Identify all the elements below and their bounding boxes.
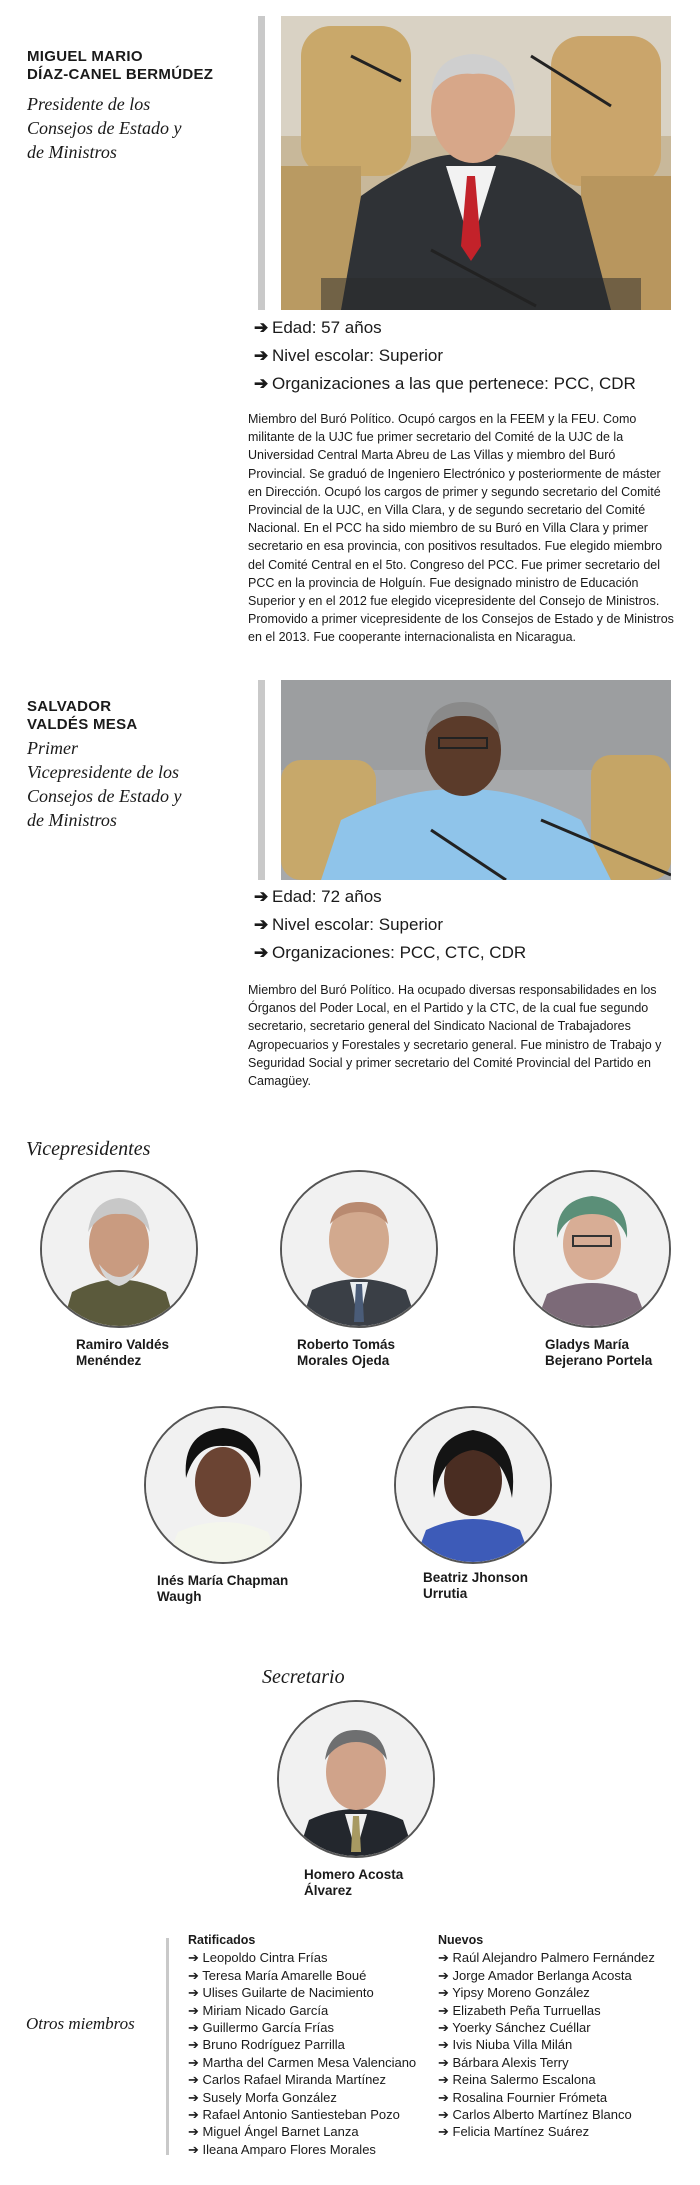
member-name: Rosalina Fournier Frómeta [452, 2089, 608, 2105]
member-name: Carlos Rafael Miranda Martínez [202, 2072, 387, 2088]
vp-portrait-3 [513, 1170, 671, 1328]
vp-name-line: Roberto Tomás [297, 1337, 396, 1352]
fact-text: Nivel escolar: Superior [272, 346, 444, 365]
member-name: Miguel Ángel Barnet Lanza [202, 2124, 359, 2140]
member-name: Teresa María Amarelle Boué [202, 1967, 367, 1983]
leader2-fact [254, 911, 526, 939]
leader2-photo [281, 680, 671, 880]
secretario-name-line: Homero Acosta [304, 1867, 404, 1882]
member-name: Martha del Carmen Mesa Valenciano [202, 2054, 417, 2070]
list-item [188, 2106, 416, 2123]
otros-divider [166, 1938, 169, 2155]
list-item [188, 2036, 416, 2053]
vp-portrait-4 [144, 1406, 302, 1564]
leader2-role-line: de Ministros [27, 810, 117, 830]
member-name: Ileana Amparo Flores Morales [202, 2141, 376, 2157]
list-item [188, 1967, 416, 1984]
vp-portrait-1 [40, 1170, 198, 1328]
vp-portrait-5 [394, 1406, 552, 1564]
vp-name-line: Waugh [157, 1589, 202, 1604]
leader1-fact [254, 314, 636, 342]
nuevos-header: Nuevos [438, 1933, 484, 1947]
vp-name-line: Ramiro Valdés [76, 1337, 170, 1352]
leader2-role-line: Consejos de Estado y [27, 786, 182, 806]
fact-text: Nivel escolar: Superior [272, 915, 444, 934]
arrow-right-icon: ➔ [188, 2072, 203, 2088]
arrow-right-icon: ➔ [254, 915, 269, 934]
arrow-right-icon: ➔ [438, 2054, 453, 2070]
member-name: Bárbara Alexis Terry [452, 2054, 569, 2070]
arrow-right-icon: ➔ [188, 1967, 203, 1983]
fact-text: Edad: 57 años [272, 318, 382, 337]
fact-text: Edad: 72 años [272, 887, 382, 906]
arrow-right-icon: ➔ [438, 2037, 453, 2053]
arrow-right-icon: ➔ [188, 2107, 203, 2123]
leader2-role [27, 736, 182, 832]
vp-name-2 [297, 1337, 395, 1369]
list-item [438, 2019, 655, 2036]
member-name: Susely Morfa González [202, 2089, 337, 2105]
nuevos-list [438, 1932, 655, 2141]
vp-name-line: Menéndez [76, 1353, 142, 1368]
arrow-right-icon: ➔ [254, 887, 269, 906]
list-item [438, 2089, 655, 2106]
leader2-name-line1: SALVADOR [27, 698, 112, 715]
member-name: Miriam Nicado García [202, 2002, 329, 2018]
arrow-right-icon: ➔ [188, 2002, 203, 2018]
member-name: Guillermo García Frías [202, 2020, 334, 2036]
list-item [188, 2002, 416, 2019]
vp-name-1 [76, 1337, 169, 1369]
arrow-right-icon: ➔ [254, 943, 269, 962]
list-item [438, 1984, 655, 2001]
arrow-right-icon: ➔ [438, 2002, 453, 2018]
arrow-right-icon: ➔ [438, 2020, 453, 2036]
arrow-right-icon: ➔ [254, 318, 269, 337]
list-item [438, 2036, 655, 2053]
arrow-right-icon: ➔ [438, 1950, 453, 1966]
leader2-fact [254, 883, 526, 911]
arrow-right-icon: ➔ [188, 1950, 203, 1966]
vp-portrait-2 [280, 1170, 438, 1328]
vicepresidentes-heading: Vicepresidentes [26, 1138, 151, 1160]
vp-name-line: Morales Ojeda [297, 1353, 390, 1368]
leader1-role-line: de Ministros [27, 142, 117, 162]
ratificados-header: Ratificados [188, 1933, 256, 1947]
secretario-heading: Secretario [262, 1666, 345, 1688]
member-name: Carlos Alberto Martínez Blanco [452, 2107, 632, 2123]
secretario-portrait [277, 1700, 435, 1858]
vp-name-3 [545, 1337, 652, 1369]
member-name: Leopoldo Cintra Frías [202, 1950, 328, 1966]
list-item [188, 2141, 416, 2158]
leader1-name-line2: DÍAZ-CANEL BERMÚDEZ [27, 66, 214, 83]
list-item [188, 1949, 416, 1966]
leader1-role [27, 92, 182, 164]
arrow-right-icon: ➔ [188, 1985, 203, 2001]
list-item [438, 2054, 655, 2071]
leader2-role-line: Vicepresidente de los [27, 762, 179, 782]
member-name: Yoerky Sánchez Cuéllar [452, 2020, 591, 2036]
list-item [438, 2002, 655, 2019]
fact-text: Organizaciones: PCC, CTC, CDR [272, 943, 527, 962]
arrow-right-icon: ➔ [438, 2107, 453, 2123]
arrow-right-icon: ➔ [254, 346, 269, 365]
leader2-name [27, 698, 138, 734]
arrow-right-icon: ➔ [254, 374, 269, 393]
member-name: Felicia Martínez Suárez [452, 2124, 590, 2140]
vp-name-line: Gladys María [545, 1337, 630, 1352]
secretario-name [304, 1867, 403, 1899]
arrow-right-icon: ➔ [438, 1985, 453, 2001]
list-item [188, 2054, 416, 2071]
leader1-role-line: Presidente de los [27, 94, 151, 114]
vp-name-line: Bejerano Portela [545, 1353, 653, 1368]
vp-name-5 [423, 1570, 528, 1602]
arrow-right-icon: ➔ [188, 2054, 203, 2070]
list-item [188, 2123, 416, 2140]
fact-text: Organizaciones a las que pertenece: PCC, CDR [272, 374, 636, 393]
secretario-name-line: Álvarez [304, 1883, 353, 1898]
leader1-name-line1: MIGUEL MARIO [27, 48, 143, 65]
list-item [438, 2071, 655, 2088]
leader1-facts [254, 314, 636, 398]
leader2-role-line: Primer [27, 738, 78, 758]
leader2-name-line2: VALDÉS MESA [27, 716, 138, 733]
member-name: Bruno Rodríguez Parrilla [202, 2037, 345, 2053]
arrow-right-icon: ➔ [188, 2037, 203, 2053]
arrow-right-icon: ➔ [188, 2141, 203, 2157]
vp-name-line: Inés María Chapman [157, 1573, 289, 1588]
member-name: Rafael Antonio Santiesteban Pozo [202, 2107, 400, 2123]
list-item [438, 1967, 655, 1984]
otros-heading: Otros miembros [26, 2014, 135, 2033]
leader2-fact [254, 939, 526, 967]
list-item [438, 2123, 655, 2140]
member-name: Raúl Alejandro Palmero Fernández [452, 1950, 655, 1966]
member-name: Ivis Niuba Villa Milán [452, 2037, 573, 2053]
list-item [438, 2106, 655, 2123]
member-name: Yipsy Moreno González [452, 1985, 590, 2001]
arrow-right-icon: ➔ [188, 2089, 203, 2105]
arrow-right-icon: ➔ [188, 2020, 203, 2036]
arrow-right-icon: ➔ [438, 2089, 453, 2105]
member-name: Jorge Amador Berlanga Acosta [452, 1967, 632, 1983]
arrow-right-icon: ➔ [438, 2124, 453, 2140]
list-item [188, 1984, 416, 2001]
list-item [438, 1949, 655, 1966]
arrow-right-icon: ➔ [438, 2072, 453, 2088]
leader1-fact [254, 342, 636, 370]
leader2-divider [258, 680, 265, 880]
list-item [188, 2019, 416, 2036]
leader1-bio: Miembro del Buró Político. Ocupó cargos en la FEEM y la FEU. Como militante de la UJC fue primer secretario del Comité de la UJC de la Universidad Central Marta Abreu de Las Villas y miembro del Buró Provincial. Se graduó de Ingeniero Electrónico y posteriormente de máster en Dirección. Ocupó los cargos de primer y segundo secretario del Comité Provincial de la UJC, en Villa Clara, y de segundo secretario del Comité Nacional. En el PCC ha sido miembro de su Buró en Villa Clara y primer secretario en esa provincia, con positivos resultados. Fue elegido miembro del Comité Central en el 5to. Congreso del PCC. Fue primer secretario del PCC en la provincia de Holguín. Fue designado ministro de Educación Superior y en el 2012 fue elegido vicepresidente del Consejo de Ministros. Promovido a primer vicepresidente de los Consejos de Estado y de Ministros en el 2013. Fue cooperante internacionalista en Nicaragua. [248, 412, 674, 645]
arrow-right-icon: ➔ [188, 2124, 203, 2140]
member-name: Elizabeth Peña Turruellas [452, 2002, 601, 2018]
vp-name-line: Beatriz Jhonson [423, 1570, 529, 1585]
leader1-name [27, 48, 213, 84]
leader1-role-line: Consejos de Estado y [27, 118, 182, 138]
member-name: Reina Salermo Escalona [452, 2072, 596, 2088]
ratificados-list [188, 1932, 416, 2158]
leader2-facts [254, 883, 526, 967]
list-item [188, 2071, 416, 2088]
leader1-fact [254, 370, 636, 398]
member-name: Ulises Guilarte de Nacimiento [202, 1985, 374, 2001]
arrow-right-icon: ➔ [438, 1967, 453, 1983]
leader2-bio: Miembro del Buró Político. Ha ocupado diversas responsabilidades en los Órganos del Poder Local, en el Partido y la CTC, de la cual fue segundo secretario, secretario general del Sindicato Nacional de Trabajadores Agropecuarios y Forestales y secretario general. Fue ministro de Trabajo y Seguridad Social y primer secretario del Comité Provincial del Partido en Camagüey. [248, 983, 662, 1089]
vp-name-line: Urrutia [423, 1586, 468, 1601]
list-item [188, 2089, 416, 2106]
leader1-divider [258, 16, 265, 310]
vp-name-4 [157, 1573, 288, 1605]
leader1-photo [281, 16, 671, 310]
